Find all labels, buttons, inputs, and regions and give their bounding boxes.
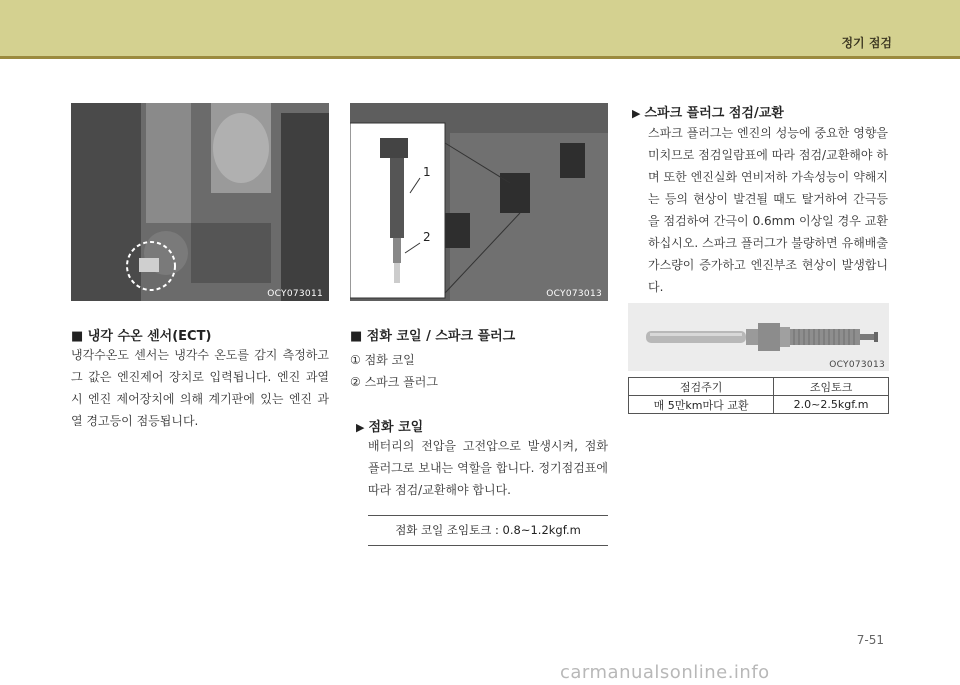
coil-body: 배터리의 전압을 고전압으로 발생시켜, 점화 플러그로 보내는 역할을 합니다. 정기점검표에 따라 점검/교환해야 합니다.: [368, 439, 608, 497]
list-item: ② 스파크 플러그: [350, 375, 438, 389]
spark-plug-photo: [628, 303, 889, 371]
ect-body: 냉각수온도 센서는 냉각수 온도를 감지 측정하고 그 값은 엔진제어 장치로 입력됩니다. 엔진 과열 시 엔진 제어장치에 의해 계기판에 있는 엔진 과열 경고등이 점등됩니다.: [71, 348, 329, 428]
table-header: 점검주기: [629, 378, 774, 396]
spark-spec-table: [628, 377, 889, 414]
spark-body: 스파크 플러그는 엔진의 성능에 중요한 영향을 미치므로 점검일람표에 따라 점검/교환해야 하며 또한 엔진실화 연비저하 가속성능이 약해지는 등의 현상이 발견될 때도 탈거하여 간극등을 점검하여 간극이 0.6mm 이상일 경우 교환하십시오. 스파크 플러그가 불량하면 유해배출 가스량이 증가하고 엔진부조 현상이 발생합니다.: [648, 126, 888, 294]
callout-1: 1: [423, 165, 431, 179]
table-header-row: [629, 378, 889, 396]
image-code: OCY073013: [829, 360, 885, 370]
ect-heading: ■ 냉각 수온 센서(ECT): [71, 329, 212, 344]
section-title: 정기 점검: [841, 36, 892, 50]
table-cell: 매 5만km마다 교환: [629, 396, 774, 414]
watermark: carmanualsonline.info: [560, 662, 770, 683]
coil-illustration: [350, 103, 608, 301]
engine-illustration: [71, 103, 329, 301]
spark-heading: ▶ 스파크 플러그 점검/교환: [632, 106, 784, 121]
coil-heading: ▶ 점화 코일: [356, 420, 424, 435]
page-number: 7-51: [856, 633, 884, 647]
triangle-right-icon: ▶: [632, 107, 641, 120]
image-code: OCY073011: [267, 289, 323, 299]
list-item: ① 점화 코일: [350, 353, 415, 367]
page-header: [0, 0, 960, 56]
triangle-right-icon: ▶: [356, 421, 365, 434]
ignition-coil-photo: [350, 103, 608, 301]
coil-spec: 점화 코일 조임토크 : 0.8~1.2kgf.m: [368, 515, 608, 546]
table-cell: 2.0~2.5kgf.m: [774, 396, 889, 414]
ect-sensor-photo: [71, 103, 329, 301]
table-row: [629, 396, 889, 414]
header-divider: [0, 56, 960, 59]
callout-2: 2: [423, 230, 431, 244]
image-code: OCY073013: [546, 289, 602, 299]
table-header: 조임토크: [774, 378, 889, 396]
ignition-heading: ■ 점화 코일 / 스파크 플러그: [350, 329, 516, 344]
